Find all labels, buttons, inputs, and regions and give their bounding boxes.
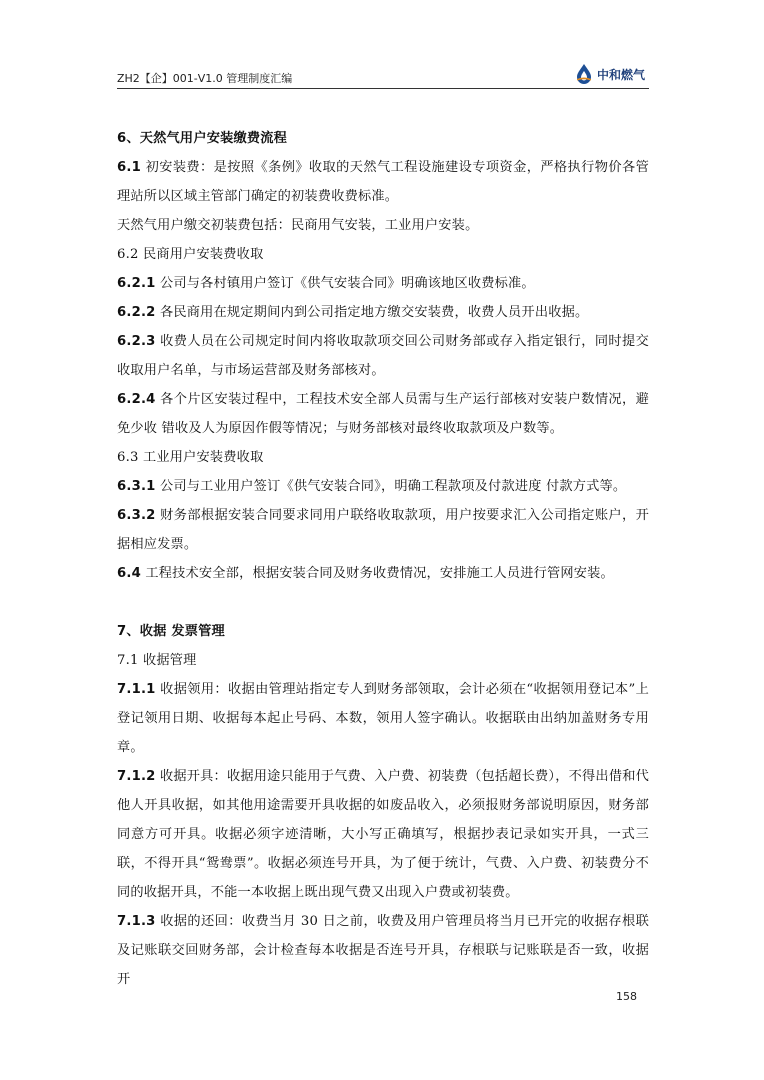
paragraph-7-1-2 [117, 762, 649, 907]
clause-text: 工程技术安全部，根据安装合同及财务收费情况，安排施工人员进行管网安装。 [145, 566, 614, 581]
clause-number: 7.1.2 [117, 769, 156, 784]
page-header [117, 60, 649, 89]
paragraph-7-1-3 [117, 907, 649, 994]
clause-number: 7.1.1 [117, 682, 156, 697]
paragraph-6-3-1 [117, 472, 649, 501]
paragraph-6-2-1 [117, 269, 649, 298]
paragraph-6-3: 6.3 工业用户安装费收取 [117, 450, 264, 465]
paragraph-7-1: 7.1 收据管理 [117, 653, 197, 668]
logo-text: 中和燃气 [596, 67, 645, 82]
page-number: 158 [616, 990, 637, 1003]
clause-text: 初安装费：是按照《条例》收取的天然气工程设施建设专项资金，严格执行物价各管理站所以区域主管部门确定的初装费收费标准。 [117, 160, 649, 204]
clause-text: 收据的还回：收费当月 30 日之前，收费及用户管理员将当月已开完的收据存根联及记账联交回财务部，会计检查每本收据是否连号开具，存根联与记账联是否一致，收据开 [117, 914, 649, 987]
clause-number: 6.2.2 [117, 305, 156, 320]
clause-text: 收费人员在公司规定时间内将收取款项交回公司财务部或存入指定银行，同时提交收取用户名单，与市场运营部及财务部核对。 [117, 334, 649, 378]
clause-number: 6.2.3 [117, 334, 156, 349]
paragraph-6-2-3 [117, 327, 649, 385]
clause-number: 6.3.2 [117, 508, 156, 523]
clause-text: 公司与各村镇用户签订《供气安装合同》明确该地区收费标准。 [159, 276, 535, 291]
clause-number: 6.3.1 [117, 479, 156, 494]
clause-number: 6.2.1 [117, 276, 156, 291]
document-title: ZH2【企】001-V1.0 管理制度汇编 [117, 72, 293, 85]
paragraph-6-2-2 [117, 298, 649, 327]
section-6-heading: 6、天然气用户安装缴费流程 [117, 131, 288, 146]
clause-text: 公司与工业用户签订《供气安装合同》，明确工程款项及付款进度 付款方式等。 [159, 479, 627, 494]
section-7-heading: 7、收据 发票管理 [117, 624, 225, 639]
paragraph-7-1-1 [117, 675, 649, 762]
document-body [117, 124, 649, 994]
flame-drop-icon [575, 63, 593, 85]
paragraph-fee-scope: 天然气用户缴交初装费包括：民商用气安装，工业用户安装。 [117, 218, 479, 233]
clause-number: 6.1 [117, 160, 141, 175]
clause-number: 6.4 [117, 566, 141, 581]
clause-text: 各个片区安装过程中，工程技术安全部人员需与生产运行部核对安装户数情况，避免少收 错收及人为原因作假等情况；与财务部核对最终收取款项及户数等。 [117, 392, 649, 436]
paragraph-6-2: 6.2 民商用户安装费收取 [117, 247, 264, 262]
paragraph-6-3-2 [117, 501, 649, 559]
clause-number: 6.2.4 [117, 392, 156, 407]
clause-text: 收据开具：收据用途只能用于气费、入户费、初装费（包括超长费），不得出借和代他人开具收据，如其他用途需要开具收据的如废品收入，必须报财务部说明原因，财务部同意方可开具。收据必须字迹清晰，大小写正确填写，根据抄表记录如实开具，一式三联，不得开具“鸳鸯票”。收据必须连号开具，为了便于统计，气费、入户费、初装费分不同的收据开具，不能一本收据上既出现气费又出现入户费或初装费。 [117, 769, 649, 900]
clause-text: 财务部根据安装合同要求同用户联络收取款项，用户按要求汇入公司指定账户，开据相应发票。 [117, 508, 649, 552]
paragraph-6-4 [117, 559, 649, 588]
clause-number: 7.1.3 [117, 914, 156, 929]
company-logo [575, 62, 645, 86]
paragraph-6-1 [117, 153, 649, 211]
clause-text: 收据领用：收据由管理站指定专人到财务部领取，会计必须在“收据领用登记本”上登记领用日期、收据每本起止号码、本数，领用人签字确认。收据联由出纳加盖财务专用章。 [117, 682, 649, 755]
clause-text: 各民商用在规定期间内到公司指定地方缴交安装费，收费人员开出收据。 [159, 305, 589, 320]
paragraph-6-2-4 [117, 385, 649, 443]
